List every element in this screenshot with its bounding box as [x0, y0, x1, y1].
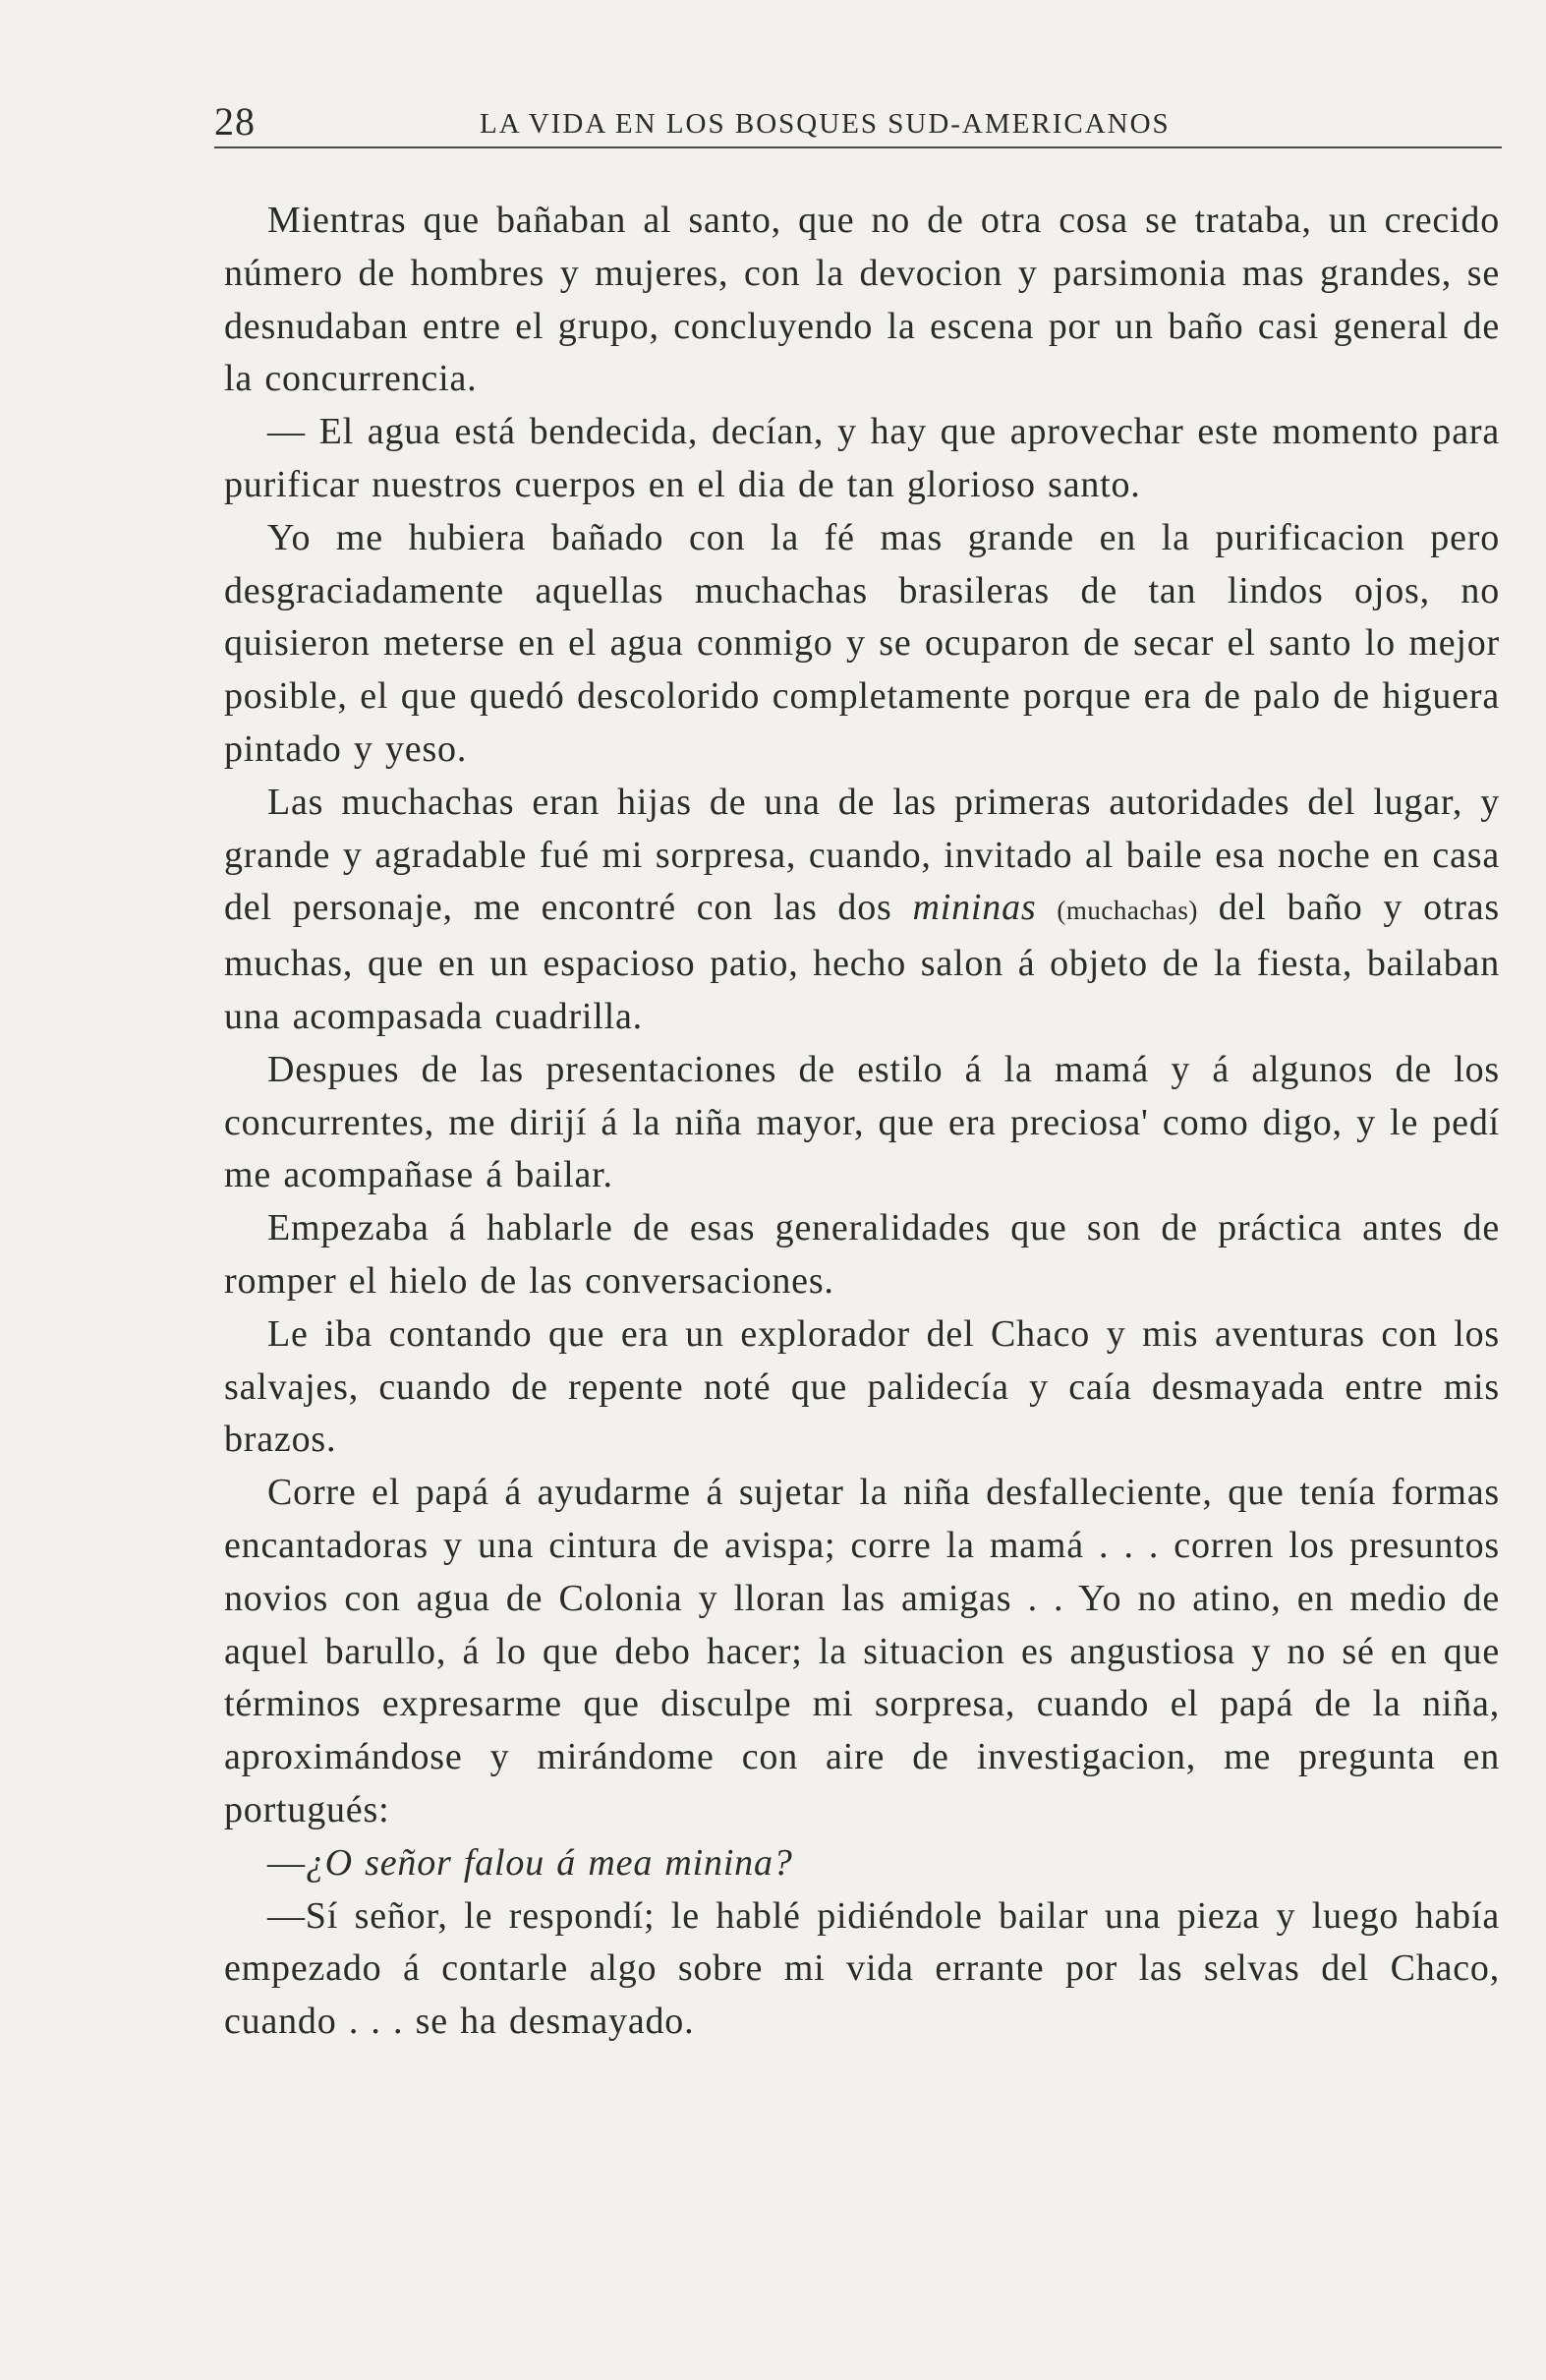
page-header: [214, 98, 1502, 149]
paragraph: Corre el papá á ayudarme á sujetar la niña desfalleciente, que tenía formas encantadoras y una cintura de avispa; corre la mamá . . . corren los presuntos novios con agua de Colonia y lloran las amigas . . Yo no atino, en medio de aquel barullo, á lo que debo hacer; la situacion es angustiosa y no sé en que términos expresarme que disculpe mi sorpresa, cuando el papá de la niña, aproximándose y mirándome con aire de investigacion, me pregunta en portugués:: [224, 1472, 1500, 1830]
page-number: 28: [214, 99, 256, 144]
paragraph-text: del baño y otras muchas, que en un espacioso patio, hecho salon á objeto de la fiesta, bailaban una acompasada cuadrilla.: [224, 887, 1500, 1037]
paragraph: —Sí señor, le respondí; le hablé pidiéndole bailar una pieza y luego había empezado á contarle algo sobre mi vida errante por las selvas del Chaco, cuando . . . se ha desmayado.: [224, 1894, 1500, 2043]
paragraph: Yo me hubiera bañado con la fé mas grande en la purificacion pero desgraciadamente aquellas muchachas brasileras de tan lindos ojos, no quisieron meterse en el agua conmigo y se ocuparon de secar el santo lo mejor posible, el que quedó descolorido completamente porque era de palo de higuera pintado y yeso.: [224, 516, 1500, 770]
paragraph: Le iba contando que era un explorador del Chaco y mis aventuras con los salvajes, cuando de repente noté que palidecía y caía desmayada entre mis brazos.: [224, 1312, 1500, 1461]
paragraph: Empezaba á hablarle de esas generalidades que son de práctica antes de romper el hielo de las conversaciones.: [224, 1207, 1500, 1302]
italic-question: ¿O señor falou á mea minina?: [305, 1841, 793, 1884]
paragraph: Despues de las presentaciones de estilo á la mamá y á algunos de los concurrentes, me dirijí á la niña mayor, que era preciosa' como digo, y le pedí me acompañase á bailar.: [224, 1048, 1500, 1196]
paragraph: [224, 777, 1500, 1044]
paragraph-text: Las muchachas eran hijas de una de las primeras autoridades del lugar, y grande y agradable fué mi sorpresa, cuando, invitado al baile esa noche en casa del personaje, me encontré con las dos: [224, 781, 1500, 929]
paragraph: — El agua está bendecida, decían, y hay que aprovechar este momento para purificar nuestros cuerpos en el dia de tan glorioso santo.: [224, 411, 1500, 505]
italic-word: mininas: [912, 887, 1037, 929]
paragraph: Mientras que bañaban al santo, que no de otra cosa se trataba, un crecido número de hombres y mujeres, con la devocion y parsimonia mas grandes, se desnudaban entre el grupo, concluyendo la escena por un baño casi general de la concurrencia.: [224, 200, 1500, 400]
running-title: LA VIDA EN LOS BOSQUES SUD-AMERICANOS: [480, 108, 1171, 140]
dialogue-line: [224, 1837, 1500, 1890]
body-text: [224, 195, 1500, 2049]
dialogue-dash: —: [267, 1841, 306, 1884]
gloss: (muchachas): [1057, 896, 1198, 926]
header-rule: [214, 146, 1502, 148]
